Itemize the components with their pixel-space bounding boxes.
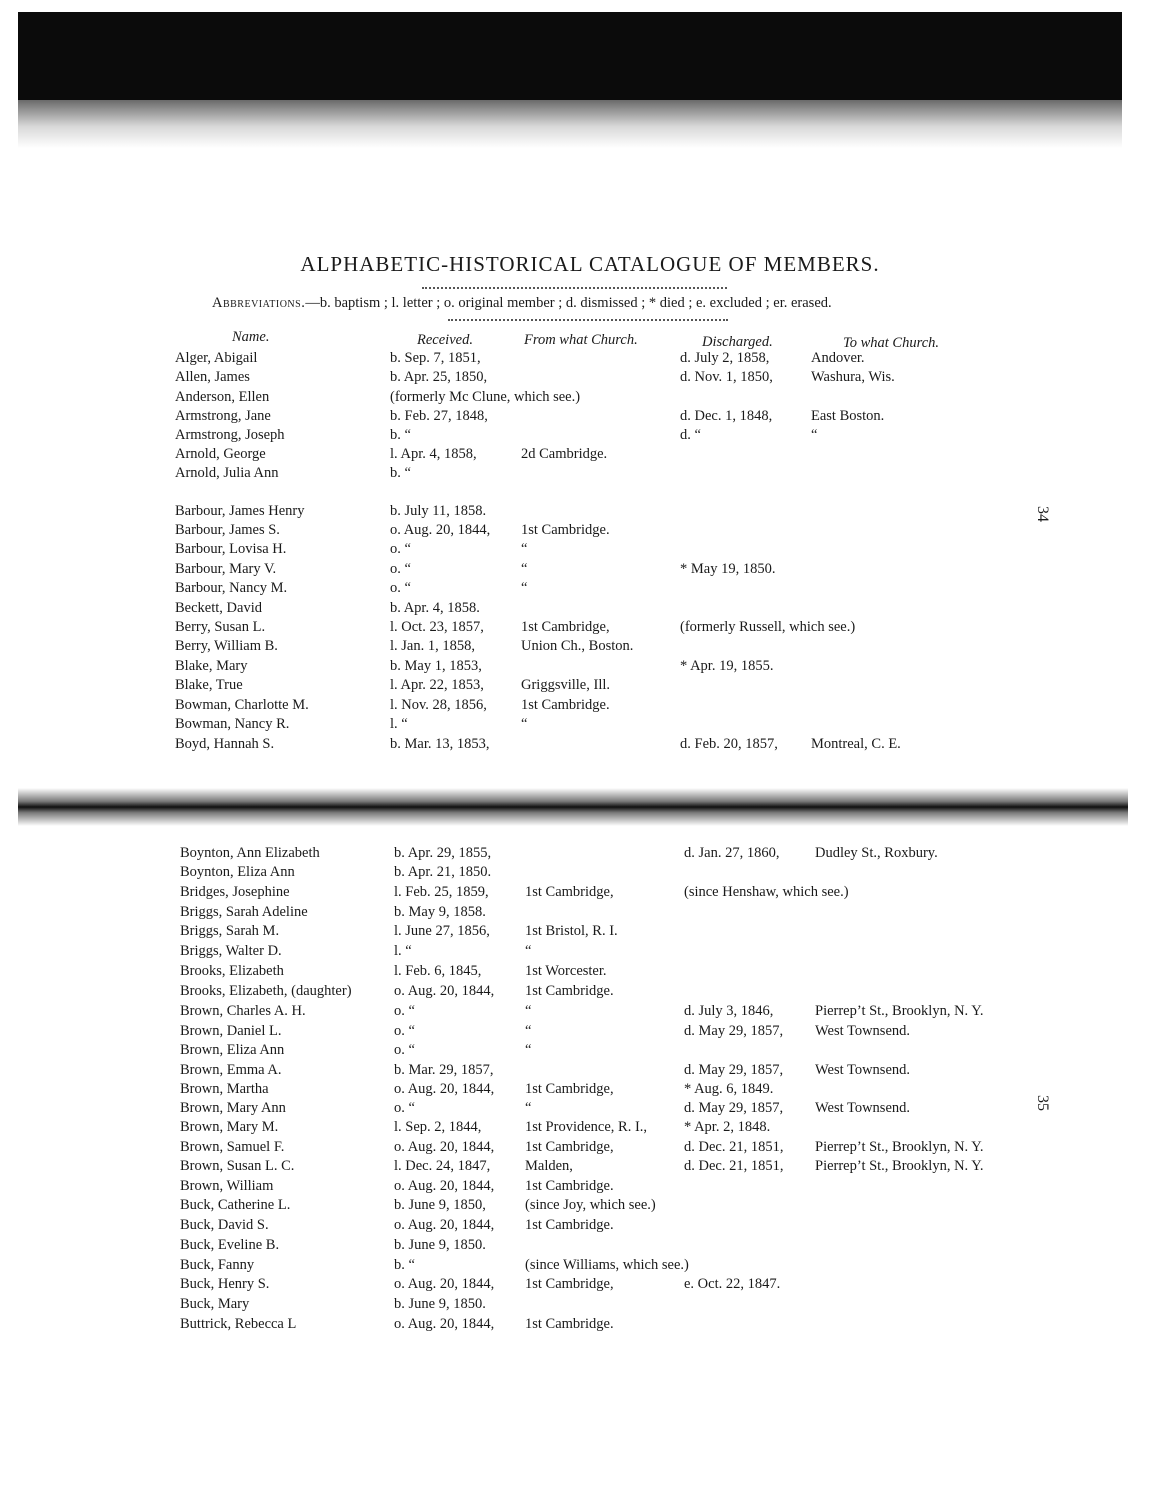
received-entry: o. Aug. 20, 1844, <box>394 1178 495 1194</box>
received-entry: o. Aug. 20, 1844, <box>394 983 495 999</box>
received-entry: b. June 9, 1850. <box>394 1296 486 1312</box>
member-name: Anderson, Ellen <box>175 389 270 405</box>
member-name: Buck, Fanny <box>180 1257 255 1273</box>
catalogue-row <box>0 389 1159 408</box>
catalogue-row <box>0 736 1159 755</box>
member-name: Barbour, James Henry <box>175 503 305 519</box>
catalogue-row <box>0 408 1159 427</box>
discharged-entry: (formerly Russell, which see.) <box>680 619 856 635</box>
member-name: Bowman, Nancy R. <box>175 716 290 732</box>
received-entry: l. “ <box>394 943 412 959</box>
discharged-entry: d. Dec. 21, 1851, <box>684 1139 784 1155</box>
scan-shadow-top-fade <box>18 100 1122 148</box>
received-entry: b. Apr. 21, 1850. <box>394 864 492 880</box>
from-church-entry: “ <box>521 580 528 596</box>
header-to-church: To what Church. <box>843 335 940 351</box>
received-entry: o. “ <box>390 541 411 557</box>
catalogue-row <box>0 658 1159 677</box>
page-number-34: 34 <box>1034 506 1051 522</box>
from-church-entry: “ <box>525 1100 532 1116</box>
scan-shadow-top <box>18 12 1122 108</box>
catalogue-row <box>0 1139 1159 1158</box>
from-church-entry: 1st Cambridge. <box>521 522 610 538</box>
catalogue-row <box>0 904 1159 923</box>
discharged-entry: d. May 29, 1857, <box>684 1062 784 1078</box>
received-entry: o. “ <box>394 1023 415 1039</box>
member-name: Brown, Mary M. <box>180 1119 279 1135</box>
received-entry: b. Mar. 13, 1853, <box>390 736 490 752</box>
abbreviations-label: Abbreviations. <box>212 295 306 311</box>
received-entry: l. “ <box>390 716 408 732</box>
received-entry: b. July 11, 1858. <box>390 503 487 519</box>
catalogue-row <box>0 1257 1159 1276</box>
catalogue-row <box>0 638 1159 657</box>
member-name: Barbour, Nancy M. <box>175 580 288 596</box>
header-name: Name. <box>232 329 270 345</box>
to-church-entry: Andover. <box>811 350 865 366</box>
from-church-entry: 1st Cambridge, <box>525 1139 614 1155</box>
catalogue-row <box>0 522 1159 541</box>
received-entry: o. “ <box>394 1003 415 1019</box>
catalogue-row <box>0 716 1159 735</box>
from-church-entry: Griggsville, Ill. <box>521 677 611 693</box>
received-entry: o. Aug. 20, 1844, <box>394 1217 495 1233</box>
discharged-entry: d. “ <box>680 427 701 443</box>
received-entry: l. Feb. 6, 1845, <box>394 963 482 979</box>
from-church-entry: “ <box>525 943 532 959</box>
catalogue-row <box>0 1217 1159 1236</box>
received-entry: o. “ <box>390 580 411 596</box>
catalogue-row <box>0 1178 1159 1197</box>
discharged-entry: (since Henshaw, which see.) <box>684 884 849 900</box>
catalogue-row <box>0 864 1159 883</box>
discharged-entry: d. Feb. 20, 1857, <box>680 736 778 752</box>
member-name: Boynton, Ann Elizabeth <box>180 845 320 861</box>
received-entry: l. Sep. 2, 1844, <box>394 1119 482 1135</box>
member-name: Berry, Susan L. <box>175 619 266 635</box>
member-name: Brown, Mary Ann <box>180 1100 286 1116</box>
from-church-entry: “ <box>521 716 528 732</box>
discharged-entry: d. July 3, 1846, <box>684 1003 774 1019</box>
from-church-entry: “ <box>525 1003 532 1019</box>
member-name: Brown, Emma A. <box>180 1062 282 1078</box>
received-entry: l. Oct. 23, 1857, <box>390 619 484 635</box>
received-entry: l. June 27, 1856, <box>394 923 490 939</box>
received-entry: b. May 9, 1858. <box>394 904 486 920</box>
member-name: Barbour, Lovisa H. <box>175 541 287 557</box>
catalogue-row <box>0 1062 1159 1081</box>
catalogue-row <box>0 1237 1159 1256</box>
from-church-entry: 1st Cambridge. <box>525 1178 614 1194</box>
scan-shadow-middle <box>18 788 1128 826</box>
catalogue-row <box>0 427 1159 446</box>
received-entry: b. “ <box>390 465 411 481</box>
member-name: Brown, Eliza Ann <box>180 1042 285 1058</box>
catalogue-row <box>0 1042 1159 1061</box>
from-church-entry: 1st Cambridge, <box>525 1276 614 1292</box>
received-entry: o. “ <box>390 561 411 577</box>
catalogue-row <box>0 1081 1159 1100</box>
member-name: Arnold, Julia Ann <box>175 465 279 481</box>
received-entry: o. Aug. 20, 1844, <box>394 1081 495 1097</box>
wavy-rule-lower <box>448 313 728 321</box>
from-church-entry: 1st Cambridge, <box>525 1081 614 1097</box>
from-church-entry: 1st Bristol, R. I. <box>525 923 618 939</box>
received-entry: o. “ <box>394 1042 415 1058</box>
page-title: ALPHABETIC-HISTORICAL CATALOGUE OF MEMBERS. <box>300 252 880 276</box>
catalogue-row <box>0 1158 1159 1177</box>
to-church-entry: Dudley St., Roxbury. <box>815 845 938 861</box>
received-entry: b. Apr. 29, 1855, <box>394 845 492 861</box>
catalogue-row <box>0 1119 1159 1138</box>
catalogue-row <box>0 350 1159 369</box>
member-name: Buck, David S. <box>180 1217 269 1233</box>
member-name: Briggs, Sarah Adeline <box>180 904 308 920</box>
member-name: Arnold, George <box>175 446 266 462</box>
member-name: Boyd, Hannah S. <box>175 736 275 752</box>
to-church-entry: Pierrep’t St., Brooklyn, N. Y. <box>815 1158 984 1174</box>
received-entry: l. Feb. 25, 1859, <box>394 884 489 900</box>
catalogue-row <box>0 1197 1159 1216</box>
catalogue-row <box>0 503 1159 522</box>
discharged-entry: d. May 29, 1857, <box>684 1023 784 1039</box>
catalogue-row <box>0 369 1159 388</box>
member-name: Barbour, James S. <box>175 522 280 538</box>
member-name: Brown, William <box>180 1178 274 1194</box>
discharged-entry: d. July 2, 1858, <box>680 350 770 366</box>
from-church-entry: Union Ch., Boston. <box>521 638 634 654</box>
member-name: Brown, Susan L. C. <box>180 1158 295 1174</box>
from-church-entry: 1st Cambridge. <box>525 1316 614 1332</box>
wavy-rule-upper <box>422 281 727 289</box>
to-church-entry: Pierrep’t St., Brooklyn, N. Y. <box>815 1139 984 1155</box>
member-name: Buck, Catherine L. <box>180 1197 291 1213</box>
catalogue-row <box>0 983 1159 1002</box>
discharged-entry: d. Dec. 1, 1848, <box>680 408 773 424</box>
discharged-entry: e. Oct. 22, 1847. <box>684 1276 781 1292</box>
catalogue-row <box>0 1276 1159 1295</box>
header-received: Received. <box>417 332 473 348</box>
discharged-entry: d. Jan. 27, 1860, <box>684 845 780 861</box>
from-church-entry: (since Joy, which see.) <box>525 1197 656 1213</box>
from-church-entry: “ <box>521 541 528 557</box>
to-church-entry: West Townsend. <box>815 1023 911 1039</box>
from-church-entry: 1st Providence, R. I., <box>525 1119 648 1135</box>
catalogue-row <box>0 1003 1159 1022</box>
received-entry: b. Sep. 7, 1851, <box>390 350 481 366</box>
from-church-entry: 1st Cambridge. <box>525 983 614 999</box>
catalogue-row <box>0 1100 1159 1119</box>
to-church-entry: Pierrep’t St., Brooklyn, N. Y. <box>815 1003 984 1019</box>
received-entry: b. Mar. 29, 1857, <box>394 1062 494 1078</box>
from-church-entry: 1st Cambridge. <box>525 1217 614 1233</box>
catalogue-row <box>0 541 1159 560</box>
from-church-entry: “ <box>525 1042 532 1058</box>
received-entry: l. Apr. 22, 1853, <box>390 677 484 693</box>
received-entry: b. June 9, 1850, <box>394 1197 486 1213</box>
from-church-entry: (since Williams, which see.) <box>525 1257 689 1273</box>
member-name: Brooks, Elizabeth <box>180 963 284 979</box>
to-church-entry: West Townsend. <box>815 1062 911 1078</box>
catalogue-row <box>0 1316 1159 1335</box>
discharged-entry: d. Dec. 21, 1851, <box>684 1158 784 1174</box>
member-name: Brown, Samuel F. <box>180 1139 285 1155</box>
received-entry: o. Aug. 20, 1844, <box>394 1139 495 1155</box>
catalogue-row <box>0 446 1159 465</box>
received-entry: o. Aug. 20, 1844, <box>390 522 491 538</box>
catalogue-row <box>0 963 1159 982</box>
received-entry: b. Apr. 4, 1858. <box>390 600 480 616</box>
received-entry: b. June 9, 1850. <box>394 1237 486 1253</box>
to-church-entry: “ <box>811 427 818 443</box>
header-from-church: From what Church. <box>524 332 638 348</box>
member-name: Brooks, Elizabeth, (daughter) <box>180 983 352 999</box>
to-church-entry: Montreal, C. E. <box>811 736 901 752</box>
member-name: Buck, Henry S. <box>180 1276 270 1292</box>
discharged-entry: * Apr. 19, 1855. <box>680 658 774 674</box>
received-entry: b. Feb. 27, 1848, <box>390 408 488 424</box>
member-name: Alger, Abigail <box>175 350 258 366</box>
member-name: Armstrong, Joseph <box>175 427 285 443</box>
to-church-entry: West Townsend. <box>815 1100 911 1116</box>
from-church-entry: 1st Cambridge. <box>521 697 610 713</box>
from-church-entry: 2d Cambridge. <box>521 446 608 462</box>
received-entry: b. “ <box>394 1257 415 1273</box>
abbreviations-text: —b. baptism ; l. letter ; o. original member ; d. dismissed ; * died ; e. excluded ; er. erased. <box>305 295 832 311</box>
member-name: Armstrong, Jane <box>175 408 271 424</box>
member-name: Brown, Daniel L. <box>180 1023 282 1039</box>
header-discharged: Discharged. <box>702 334 773 350</box>
received-entry: l. Jan. 1, 1858, <box>390 638 475 654</box>
member-name: Briggs, Walter D. <box>180 943 282 959</box>
member-name: Buttrick, Rebecca L <box>180 1316 297 1332</box>
discharged-entry: * May 19, 1850. <box>680 561 776 577</box>
discharged-entry: d. Nov. 1, 1850, <box>680 369 773 385</box>
member-name: Blake, True <box>175 677 243 693</box>
catalogue-row <box>0 580 1159 599</box>
catalogue-row <box>0 1296 1159 1315</box>
member-name: Bowman, Charlotte M. <box>175 697 309 713</box>
received-entry: l. Apr. 4, 1858, <box>390 446 477 462</box>
catalogue-row <box>0 943 1159 962</box>
to-church-entry: Washura, Wis. <box>811 369 895 385</box>
received-entry: l. Nov. 28, 1856, <box>390 697 487 713</box>
catalogue-row <box>0 677 1159 696</box>
from-church-entry: 1st Cambridge, <box>521 619 610 635</box>
received-entry: (formerly Mc Clune, which see.) <box>390 389 581 405</box>
catalogue-row <box>0 923 1159 942</box>
from-church-entry: Malden, <box>525 1158 573 1174</box>
member-name: Boynton, Eliza Ann <box>180 864 295 880</box>
received-entry: l. Dec. 24, 1847, <box>394 1158 491 1174</box>
member-name: Buck, Eveline B. <box>180 1237 280 1253</box>
to-church-entry: East Boston. <box>811 408 885 424</box>
received-entry: o. Aug. 20, 1844, <box>394 1316 495 1332</box>
abbreviations-line <box>212 295 832 312</box>
member-name: Buck, Mary <box>180 1296 250 1312</box>
from-church-entry: 1st Cambridge, <box>525 884 614 900</box>
discharged-entry: * Aug. 6, 1849. <box>684 1081 774 1097</box>
received-entry: b. May 1, 1853, <box>390 658 482 674</box>
received-entry: o. “ <box>394 1100 415 1116</box>
received-entry: o. Aug. 20, 1844, <box>394 1276 495 1292</box>
catalogue-row <box>0 561 1159 580</box>
member-name: Brown, Martha <box>180 1081 269 1097</box>
from-church-entry: “ <box>521 561 528 577</box>
member-name: Brown, Charles A. H. <box>180 1003 306 1019</box>
received-entry: b. “ <box>390 427 411 443</box>
catalogue-row <box>0 697 1159 716</box>
catalogue-row <box>0 619 1159 638</box>
catalogue-row <box>0 845 1159 864</box>
page-number-35: 35 <box>1034 1095 1051 1111</box>
member-name: Bridges, Josephine <box>180 884 290 900</box>
from-church-entry: 1st Worcester. <box>525 963 607 979</box>
catalogue-row <box>0 1023 1159 1042</box>
member-name: Berry, William B. <box>175 638 278 654</box>
catalogue-row <box>0 884 1159 903</box>
catalogue-row <box>0 600 1159 619</box>
from-church-entry: “ <box>525 1023 532 1039</box>
member-name: Blake, Mary <box>175 658 248 674</box>
received-entry: b. Apr. 25, 1850, <box>390 369 488 385</box>
member-name: Barbour, Mary V. <box>175 561 277 577</box>
catalogue-row <box>0 465 1159 484</box>
member-name: Beckett, David <box>175 600 262 616</box>
member-name: Allen, James <box>175 369 250 385</box>
discharged-entry: d. May 29, 1857, <box>684 1100 784 1116</box>
discharged-entry: * Apr. 2, 1848. <box>684 1119 771 1135</box>
member-name: Briggs, Sarah M. <box>180 923 280 939</box>
